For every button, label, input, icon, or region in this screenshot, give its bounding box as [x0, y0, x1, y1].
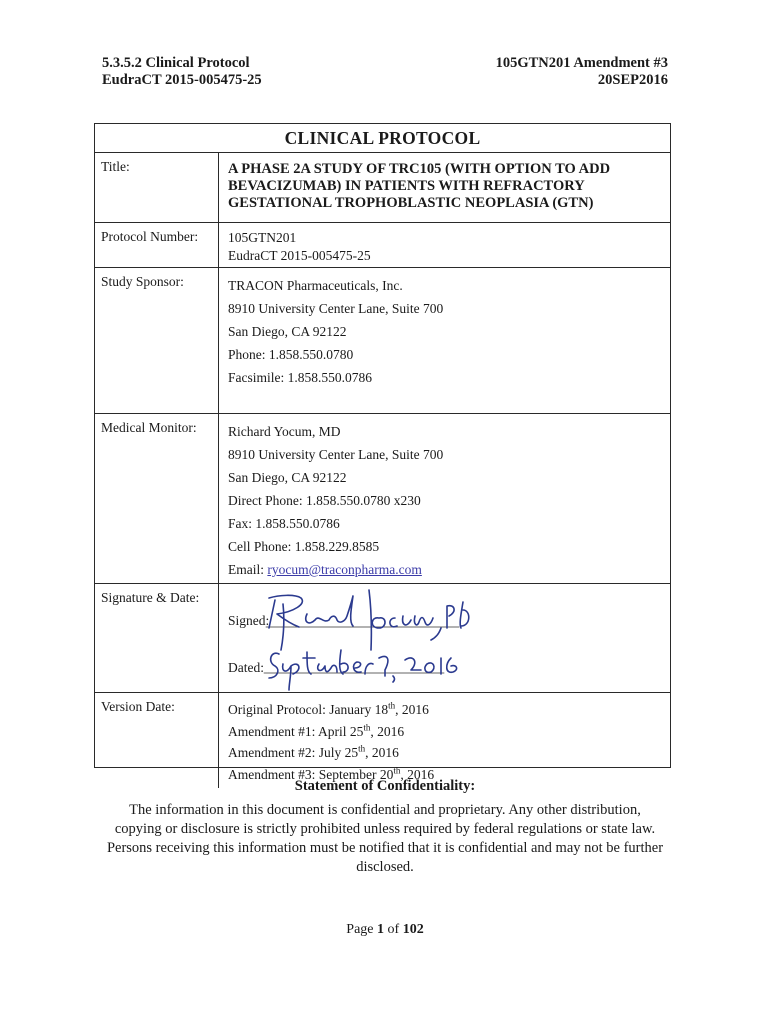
version-line: [228, 742, 664, 764]
protocol-eudract: EudraCT 2015-005475-25: [228, 248, 371, 263]
document-header-right: [496, 55, 668, 89]
confidentiality-title: Statement of Confidentiality:: [294, 778, 476, 794]
ordinal-suffix: th: [363, 722, 371, 732]
dated-label: Dated:: [228, 660, 264, 675]
page-current: 1: [377, 922, 385, 937]
sponsor-name: TRACON Pharmaceuticals, Inc.: [228, 278, 403, 293]
sponsor-phone: Phone: 1.858.550.0780: [228, 347, 354, 362]
page-number: [0, 922, 770, 938]
email-label: Email:: [228, 562, 268, 577]
protocol-number-value: [219, 223, 670, 267]
eudract-number: EudraCT 2015-005475-25: [102, 72, 262, 88]
version-line: [228, 721, 664, 743]
monitor-fax: Fax: 1.858.550.0786: [228, 516, 340, 531]
amendment-reference: 105GTN201 Amendment #3: [495, 55, 668, 71]
version-text: Original Protocol: January 18: [228, 702, 389, 717]
confidentiality-statement: [0, 776, 770, 877]
page-separator: of: [384, 922, 403, 937]
version-year: , 2016: [365, 745, 399, 760]
study-title-line: BEVACIZUMAB) IN PATIENTS WITH REFRACTORY: [228, 178, 585, 194]
document-header-left: [102, 55, 262, 89]
page-prefix: Page: [346, 922, 378, 937]
version-year: , 2016: [370, 723, 405, 739]
version-date-row: [95, 693, 670, 788]
version-year: , 2016: [395, 702, 429, 717]
sponsor-city: San Diego, CA 92122: [228, 324, 347, 339]
protocol-table: [94, 123, 671, 782]
ordinal-suffix: th: [358, 743, 366, 754]
protocol-number-row: [95, 223, 670, 268]
ordinal-suffix: th: [388, 700, 396, 711]
signed-label: Signed:: [228, 613, 270, 628]
monitor-cell-phone: Cell Phone: 1.858.229.8585: [228, 539, 380, 554]
monitor-address: 8910 University Center Lane, Suite 700: [228, 447, 444, 462]
monitor-direct-phone: Direct Phone: 1.858.550.0780 x230: [228, 493, 421, 508]
sponsor-fax: Facsimile: 1.858.550.0786: [228, 370, 372, 385]
protocol-number-label: Protocol Number:: [95, 223, 219, 267]
title-label: Title:: [95, 153, 219, 222]
version-line: [228, 699, 664, 721]
document-date: 20SEP2016: [597, 72, 668, 88]
signature-row: [95, 584, 670, 693]
study-title: [219, 153, 670, 222]
version-year: , 2016: [400, 766, 435, 782]
signature-value: [219, 584, 670, 692]
study-sponsor-label: Study Sponsor:: [95, 268, 219, 413]
handwritten-signature: [219, 584, 669, 692]
study-sponsor-row: [95, 268, 670, 414]
study-title-line: GESTATIONAL TROPHOBLASTIC NEOPLASIA (GTN): [228, 195, 594, 211]
ordinal-suffix: th: [393, 765, 401, 775]
medical-monitor-value: [219, 414, 670, 583]
protocol-id: 105GTN201: [228, 230, 297, 245]
sponsor-address: 8910 University Center Lane, Suite 700: [228, 301, 444, 316]
version-text: Amendment #2: July 25: [228, 745, 359, 760]
title-row: [95, 153, 670, 223]
table-title: CLINICAL PROTOCOL: [95, 124, 670, 153]
study-sponsor-value: [219, 268, 670, 413]
page-total: 102: [402, 922, 424, 937]
medical-monitor-row: [95, 414, 670, 584]
version-date-label: Version Date:: [95, 693, 219, 788]
version-text: Amendment #1: April 25: [228, 723, 364, 739]
monitor-city: San Diego, CA 92122: [228, 470, 347, 485]
monitor-name: Richard Yocum, MD: [228, 424, 341, 439]
version-text: Amendment #3: September 20: [228, 766, 394, 782]
monitor-email-line: [228, 558, 664, 581]
version-date-value: [219, 693, 670, 788]
medical-monitor-label: Medical Monitor:: [95, 414, 219, 583]
study-title-line: A PHASE 2A STUDY OF TRC105 (WITH OPTION TO ADD: [228, 161, 611, 177]
confidentiality-body: The information in this document is confidential and proprietary. Any other distribution, copying or disclosure is strictly prohibited unless required by federal regulations or state law. Persons receiving this information must be notified that it is confidential and may not be further disclosed.: [106, 802, 664, 875]
signature-label: Signature & Date:: [95, 584, 219, 692]
email-link[interactable]: ryocum@traconpharma.com: [267, 562, 422, 577]
section-reference: 5.3.5.2 Clinical Protocol: [102, 55, 250, 71]
